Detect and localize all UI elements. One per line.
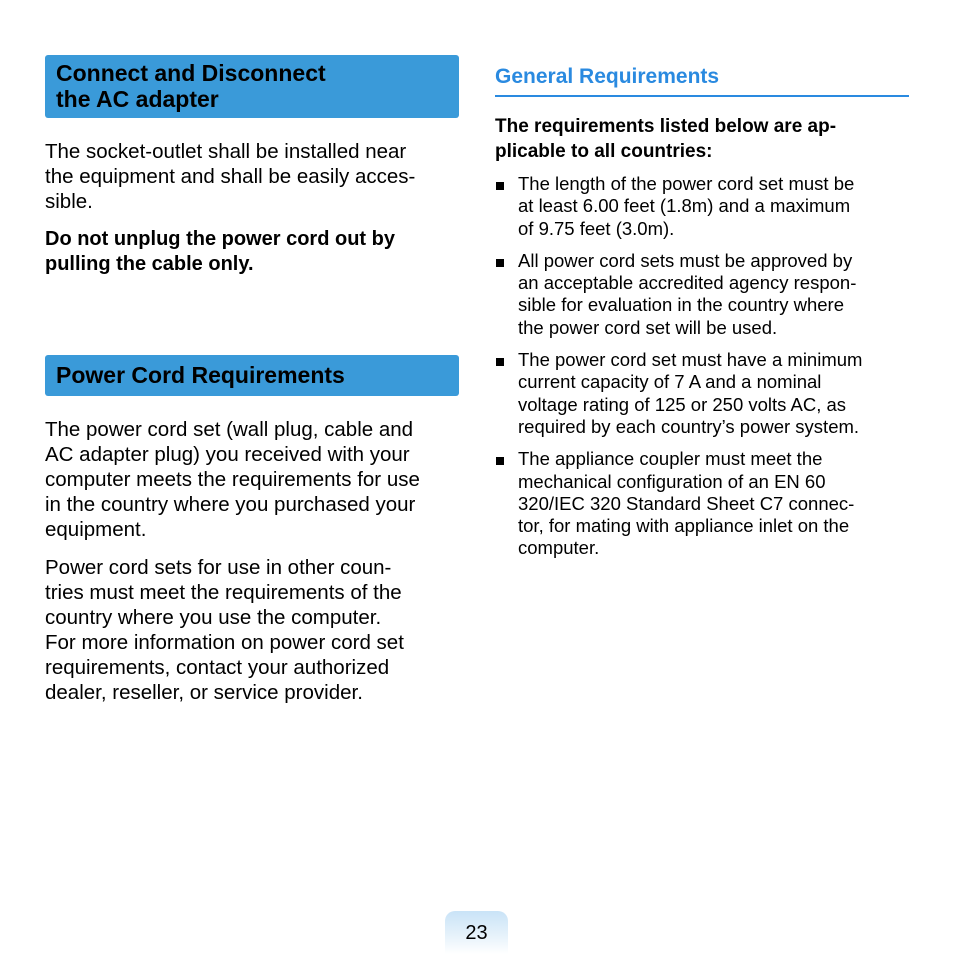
text-line: pulling the cable only. [45, 253, 254, 275]
connect-ac-adapter-heading [45, 55, 459, 118]
heading-line: the AC adapter [56, 86, 219, 112]
general-requirements-heading: General Requirements [495, 62, 909, 97]
square-bullet-icon [496, 182, 504, 190]
text-line: The length of the power cord set must be [518, 173, 855, 194]
text-line: the equipment and shall be easily acces- [45, 165, 416, 188]
list-item [495, 250, 909, 339]
list-item [495, 173, 909, 240]
text-line: requirements, contact your authorized [45, 656, 390, 679]
text-line: The socket-outlet shall be installed near [45, 140, 407, 163]
list-item [495, 448, 909, 559]
heading-line: Connect and Disconnect [56, 60, 326, 86]
text-line: 320/IEC 320 Standard Sheet C7 connec- [518, 492, 855, 514]
text-line: the power cord set will be used. [518, 316, 778, 338]
left-column [45, 55, 459, 705]
text-line: at least 6.00 feet (1.8m) and a maximum [518, 195, 851, 217]
text-line: sible for evaluation in the country where [518, 294, 844, 316]
text-line: mechanical configuration of an EN 60 [518, 470, 826, 492]
power-cord-requirements-heading: Power Cord Requirements [45, 355, 459, 396]
text-line: equipment. [45, 518, 147, 541]
list-item [495, 349, 909, 438]
text-line: For more information on power cord set [45, 631, 404, 654]
text-line: tor, for mating with appliance inlet on the [518, 515, 850, 537]
power-cord-paragraph-1 [45, 417, 459, 542]
unplug-warning [45, 227, 459, 277]
right-column [495, 62, 909, 570]
text-line: AC adapter plug) you received with your [45, 443, 410, 466]
text-line: current capacity of 7 A and a nominal [518, 371, 822, 393]
text-line: plicable to all countries: [495, 141, 713, 162]
text-line: in the country where you purchased your [45, 493, 416, 516]
requirements-list [495, 173, 909, 560]
text-line: Power cord sets for use in other coun- [45, 556, 392, 579]
text-line: tries must meet the requirements of the [45, 581, 402, 604]
text-line: of 9.75 feet (3.0m). [518, 217, 675, 239]
square-bullet-icon [496, 259, 504, 267]
square-bullet-icon [496, 358, 504, 366]
text-line: The power cord set (wall plug, cable and [45, 418, 414, 441]
requirements-intro [495, 114, 909, 164]
power-cord-paragraph-2 [45, 555, 459, 705]
socket-outlet-paragraph [45, 139, 459, 214]
text-line: computer meets the requirements for use [45, 468, 420, 491]
text-line: The appliance coupler must meet the [518, 448, 823, 470]
text-line: voltage rating of 125 or 250 volts AC, as [518, 393, 847, 415]
text-line: sible. [45, 190, 93, 213]
text-line: The power cord set must have a minimum [518, 349, 863, 371]
text-line: dealer, reseller, or service provider. [45, 681, 363, 704]
text-line: country where you use the computer. [45, 606, 382, 629]
text-line: an acceptable accredited agency respon- [518, 272, 857, 294]
square-bullet-icon [496, 457, 504, 465]
text-line: Do not unplug the power cord out by [45, 228, 395, 250]
page-number: 23 [445, 911, 508, 954]
text-line: All power cord sets must be approved by [518, 249, 853, 271]
text-line: computer. [518, 537, 600, 559]
text-line: The requirements listed below are ap- [495, 116, 837, 137]
text-line: required by each country’s power system. [518, 415, 860, 437]
